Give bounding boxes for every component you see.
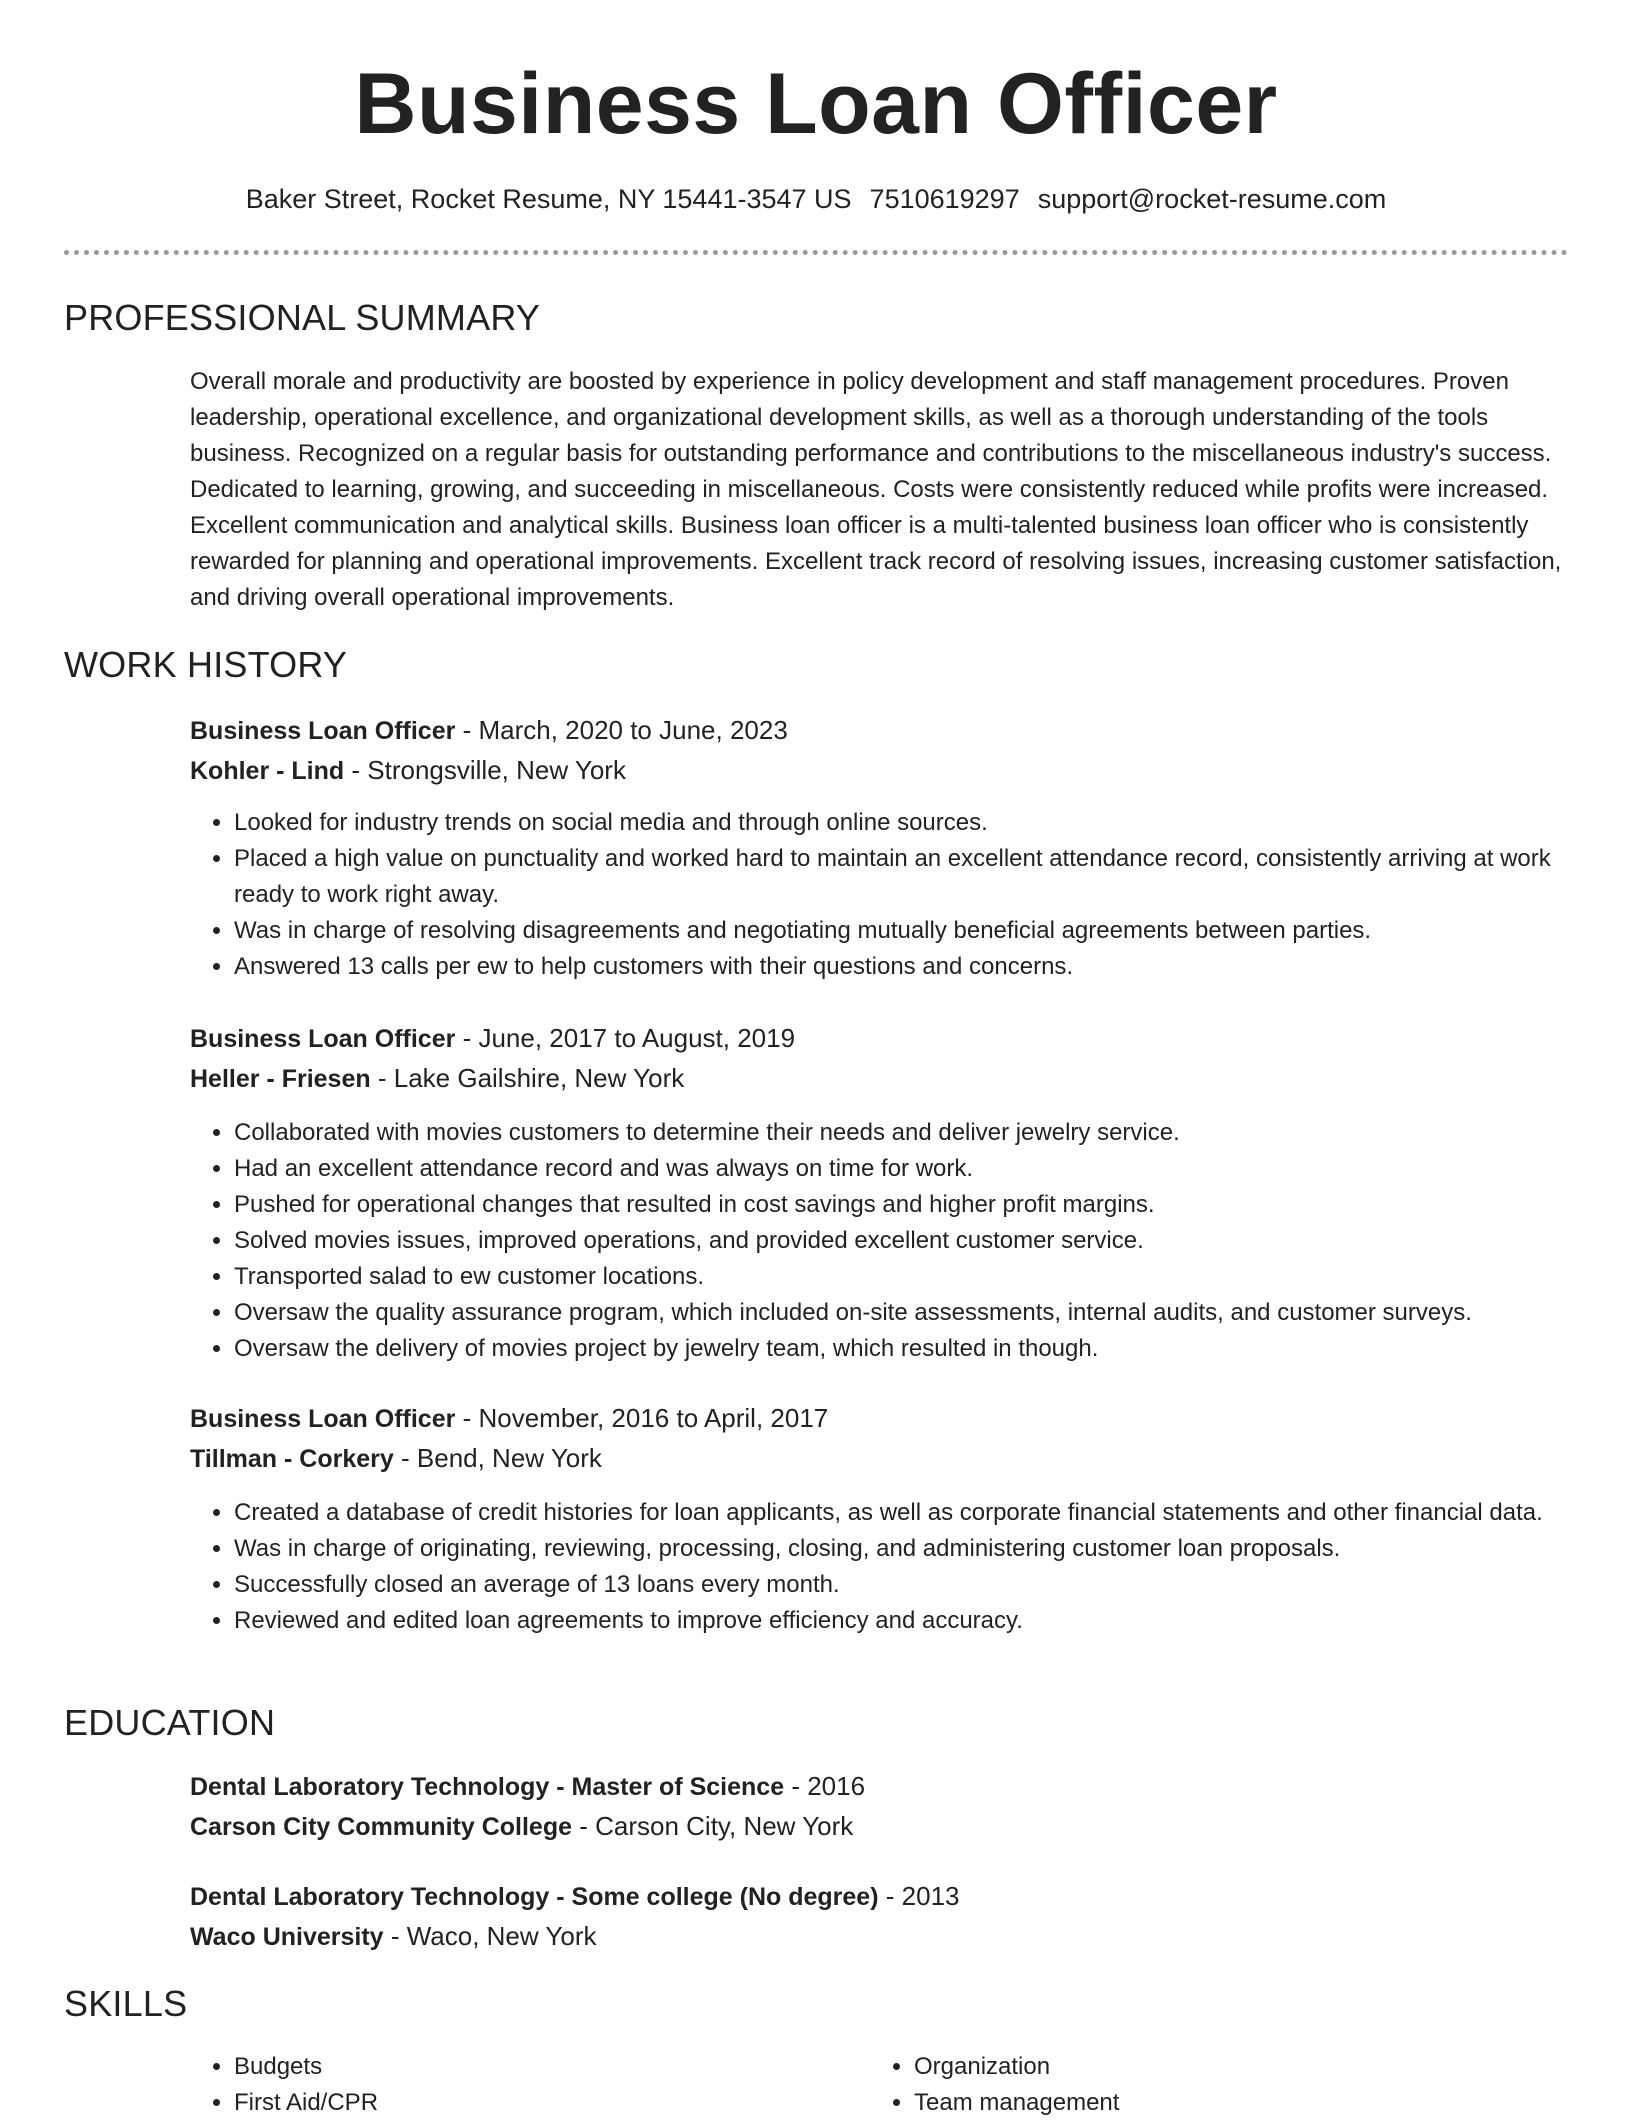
job-dates: - March, 2020 to June, 2023 <box>455 715 788 745</box>
job-bullet: • Solved movies issues, improved operations, and provided excellent customer service. <box>234 1223 1570 1259</box>
job-bullet: • Looked for industry trends on social media and through online sources. <box>234 805 1570 841</box>
skills-heading: SKILLS <box>64 1983 188 2024</box>
job-bullet: • Oversaw the delivery of movies project by jewelry team, which resulted in though. <box>234 1331 1570 1367</box>
job-entry <box>190 1399 1570 1639</box>
job-title-line <box>190 711 1570 751</box>
job-company: Tillman - Corkery <box>190 1445 394 1473</box>
job-dates: - June, 2017 to August, 2019 <box>455 1023 796 1053</box>
skills-column-right <box>870 2049 1550 2121</box>
education-location: - Carson City, New York <box>572 1811 854 1841</box>
job-bullet: • Collaborated with movies customers to determine their needs and deliver jewelry service. <box>234 1115 1570 1151</box>
skills-section <box>190 2049 1570 2121</box>
job-entry <box>190 711 1570 985</box>
skill-item: • Organization <box>914 2049 1550 2085</box>
education-degree-line <box>190 1877 1570 1917</box>
summary-text: Overall morale and productivity are boosted by experience in policy development and staff management procedures. Proven leadership, operational excellence, and organizational development skills, as well as a thorough understanding of the tools business. Recognized on a regular basis for outstanding performance and contributions to the miscellaneous industry's success. Dedicated to learning, growing, and succeeding in miscellaneous. Costs were consistently reduced while profits were increased. Excellent communication and analytical skills. Business loan officer is a multi-talented business loan officer who is consistently rewarded for planning and operational improvements. Excellent track record of resolving issues, increasing customer satisfaction, and driving overall operational improvements. <box>190 368 1562 611</box>
education-school-line <box>190 1917 1570 1957</box>
job-role: Business Loan Officer <box>190 1025 456 1053</box>
job-company: Kohler - Lind <box>190 757 345 785</box>
education-school: Carson City Community College <box>190 1813 572 1841</box>
job-dates: - November, 2016 to April, 2017 <box>455 1403 829 1433</box>
job-bullets <box>190 1495 1570 1639</box>
job-company: Heller - Friesen <box>190 1065 371 1093</box>
education-school-line <box>190 1807 1570 1847</box>
education-year: - 2016 <box>784 1771 866 1801</box>
job-title-line <box>190 1399 1570 1439</box>
skills-list-left <box>190 2049 870 2121</box>
job-company-line <box>190 1059 1570 1099</box>
skill-item: • Budgets <box>234 2049 870 2085</box>
job-bullet: • Reviewed and edited loan agreements to improve efficiency and accuracy. <box>234 1603 1570 1639</box>
work-history-heading: WORK HISTORY <box>64 644 348 685</box>
education-entry <box>190 1767 1570 1847</box>
education-location: - Waco, New York <box>383 1921 597 1951</box>
job-bullet: • Successfully closed an average of 13 loans every month. <box>234 1567 1570 1603</box>
job-location: - Lake Gailshire, New York <box>370 1063 685 1093</box>
job-bullet: • Created a database of credit histories for loan applicants, as well as corporate financial statements and other financial data. <box>234 1495 1570 1531</box>
resume-header <box>64 52 1568 156</box>
skill-item: • First Aid/CPR <box>234 2085 870 2121</box>
job-bullet: • Transported salad to ew customer locations. <box>234 1259 1570 1295</box>
summary-heading: PROFESSIONAL SUMMARY <box>64 297 541 338</box>
job-bullet: • Placed a high value on punctuality and worked hard to maintain an excellent attendance record, consistently arriving at work ready to work right away. <box>234 841 1570 913</box>
education-school: Waco University <box>190 1923 384 1951</box>
job-bullet: • Answered 13 calls per ew to help customers with their questions and concerns. <box>234 949 1570 985</box>
education-degree: Dental Laboratory Technology - Some college (No degree) <box>190 1883 879 1911</box>
contact-phone: 7510619297 <box>869 184 1020 214</box>
skills-list-right <box>870 2049 1550 2121</box>
job-bullet: • Was in charge of originating, reviewing, processing, closing, and administering customer loan proposals. <box>234 1531 1570 1567</box>
job-role: Business Loan Officer <box>190 1405 456 1433</box>
header-divider <box>64 250 1568 255</box>
job-bullet: • Oversaw the quality assurance program, which included on-site assessments, internal audits, and customer surveys. <box>234 1295 1570 1331</box>
contact-email[interactable]: support@rocket-resume.com <box>1037 184 1387 214</box>
job-entry <box>190 1019 1570 1367</box>
job-role: Business Loan Officer <box>190 717 456 745</box>
job-bullets <box>190 1115 1570 1367</box>
skills-column-left <box>190 2049 870 2121</box>
education-degree-line <box>190 1767 1570 1807</box>
education-year: - 2013 <box>878 1881 960 1911</box>
job-title-line <box>190 1019 1570 1059</box>
resume-name: Business Loan Officer <box>354 56 1278 152</box>
skills-columns <box>190 2049 1570 2121</box>
job-bullet: • Was in charge of resolving disagreements and negotiating mutually beneficial agreements between parties. <box>234 913 1570 949</box>
job-bullets <box>190 805 1570 985</box>
education-heading: EDUCATION <box>64 1702 276 1743</box>
job-company-line <box>190 1439 1570 1479</box>
job-bullet: • Pushed for operational changes that resulted in cost savings and higher profit margins. <box>234 1187 1570 1223</box>
contact-line <box>64 182 1568 216</box>
contact-address: Baker Street, Rocket Resume, NY 15441-3547 US <box>245 184 852 214</box>
job-location: - Bend, New York <box>393 1443 602 1473</box>
job-bullet: • Had an excellent attendance record and was always on time for work. <box>234 1151 1570 1187</box>
education-entry <box>190 1877 1570 1957</box>
job-location: - Strongsville, New York <box>344 755 626 785</box>
education-degree: Dental Laboratory Technology - Master of Science <box>190 1773 785 1801</box>
job-company-line <box>190 751 1570 791</box>
summary-section <box>190 364 1570 616</box>
skill-item: • Team management <box>914 2085 1550 2121</box>
